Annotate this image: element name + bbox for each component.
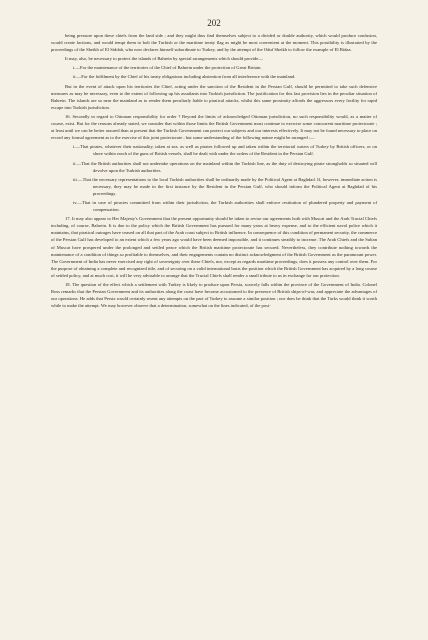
paragraph: 17. It may also appear to Her Majesty's Government that the present opportunity should be taken to revise our agreements both with Muscat and the Arab Trucial Chiefs including, of course, Bahrein. It is due to the policy which the British Government has pursued for many years at heavy expense, and to the efficient naval police which it maintains, that piratical outrages have ceased on all that part of the Arab coast subject to British influence. In consequence of this condition of permanent security, the commerce of the Persian Gulf has developed to an extent which a few years ago would have been deemed impossible, and it continues steadily to increase. The Arab Chiefs and the Sultan of Muscat have prospered under the prolonged and settled peace which the British maritime protectorate has secured. Nevertheless, they contribute nothing towards the maintenance of a condition of things so profitable to themselves, and their engagements contain no distinct acknowledgment of the British Government as the paramount power. The Government of India has never exercised any right of sovereignty over these Chiefs, nor, except as regards maritime proceedings, does it possess any control over them. For the purpose of obtaining a complete and recognized title, and of securing on a valid international basis the position which the British Government has acquired by a long course of settled policy, and at much cost, it will be very advisable to arrange that the Trucial Chiefs shall render a small tribute to us in exchange for our protection. <box>51 216 377 278</box>
document-body <box>51 32 377 311</box>
list-item: iii.—That the necessary representations to the local Turkish authorities shall be ordinarily made by the Political Agent at Baghdad. If, however, immediate action is necessary, they may be made in the first instance by the Resident in the Persian Gulf, who should inform the Political Agent at Baghdad of his proceedings. <box>73 176 377 196</box>
page-number: 202 <box>207 18 221 28</box>
paragraph: But in the event of attack upon his territories the Chief, acting under the sanction of the Resident in the Persian Gulf, should be permitted to take such defensive measures as may be necessary, even to the extent of following up his assailants into Turkish jurisdiction. The justification for this last provision lies in the peculiar situation of Bahrein. The islands are so near the mainland as to render them peculiarly liable to piratical attacks, whilst this same proximity affords the aggressors every facility for rapid escape into Turkish jurisdiction. <box>51 83 377 110</box>
list-item: iv.—That in case of piracies committed from within their jurisdiction, the Turkish authorities shall enforce restitution of plundered property and payment of compensation. <box>73 199 377 213</box>
paragraph: It may, also, be necessary to protect the islands of Bahrein by special arrangements which should provide— <box>65 56 263 62</box>
list-item: i.—For the maintenance of the territories of the Chief of Bahrein under the protection of Great Britain. <box>73 65 262 71</box>
list-item: i.—That pirates, whatever their nationality, taken at sea, as well as pirates followed up and taken within the territorial waters of Turkey by British officers, or on shore within reach of the guns of British vessels, shall be dealt with under the orders of the Resident in the Persian Gulf. <box>73 144 377 157</box>
paragraph: being pressure upon these chiefs from the land side ; and they might thus find themselves subject to a divided or double authority, which would produce confusion, would create factions, and would tempt them to bolt the Turkish or the maritime treaty flag as might be most convenient at the moment. This possibility is illustrated by the proceedings of the Sheikh of El Siddah, who now declares himself subordinate to Turkey, and by the attempt of the Oduf Sheikh to follow the example of El Bidaa. <box>51 33 377 53</box>
list-item: ii.—For the fulfilment by the Chief of his treaty obligations including abstention from all interference with the mainland. <box>73 74 296 80</box>
paragraph: 18. The question of the effect which a settlement with Turkey is likely to produce upon Persia, scarcely falls within the province of the Government of India. Colonel Ross remarks that the Persian Government and its authorities along the coast have become accustomed to the presence of British ships-of-war, and appreciate the advantages of our operations. He adds that Persia would certainly resent any attempts on the part of Turkey to assume a similar position ; nor does he think that the Turks would think it worth while to make the attempt. We may however observe that a determination, somewhat on the lines indicated, of the posi- <box>51 282 377 309</box>
list-item: ii.—That the British authorities shall not undertake operations on the mainland within the Turkish line, as the duty of destroying pirate strongholds so situated will devolve upon the Turkish authorities. <box>73 160 377 173</box>
paragraph: 16. Secondly in regard to Ottoman responsibility for order ? Beyond the limits of acknowledged Ottoman jurisdiction, no such responsibility would, as a matter of course, exist. But for the reasons already stated, we consider that within those limits the British Government must continue to exercise some concurrent maritime protectorate ; at least until we can be better assured than at present that the Turkish Government can protect our subjects and our interests effectively. It may not be found necessary to place on record any formal agreement as to the exercise of this joint protectorate ; but some understanding of the following nature might be arranged :— <box>51 113 377 141</box>
